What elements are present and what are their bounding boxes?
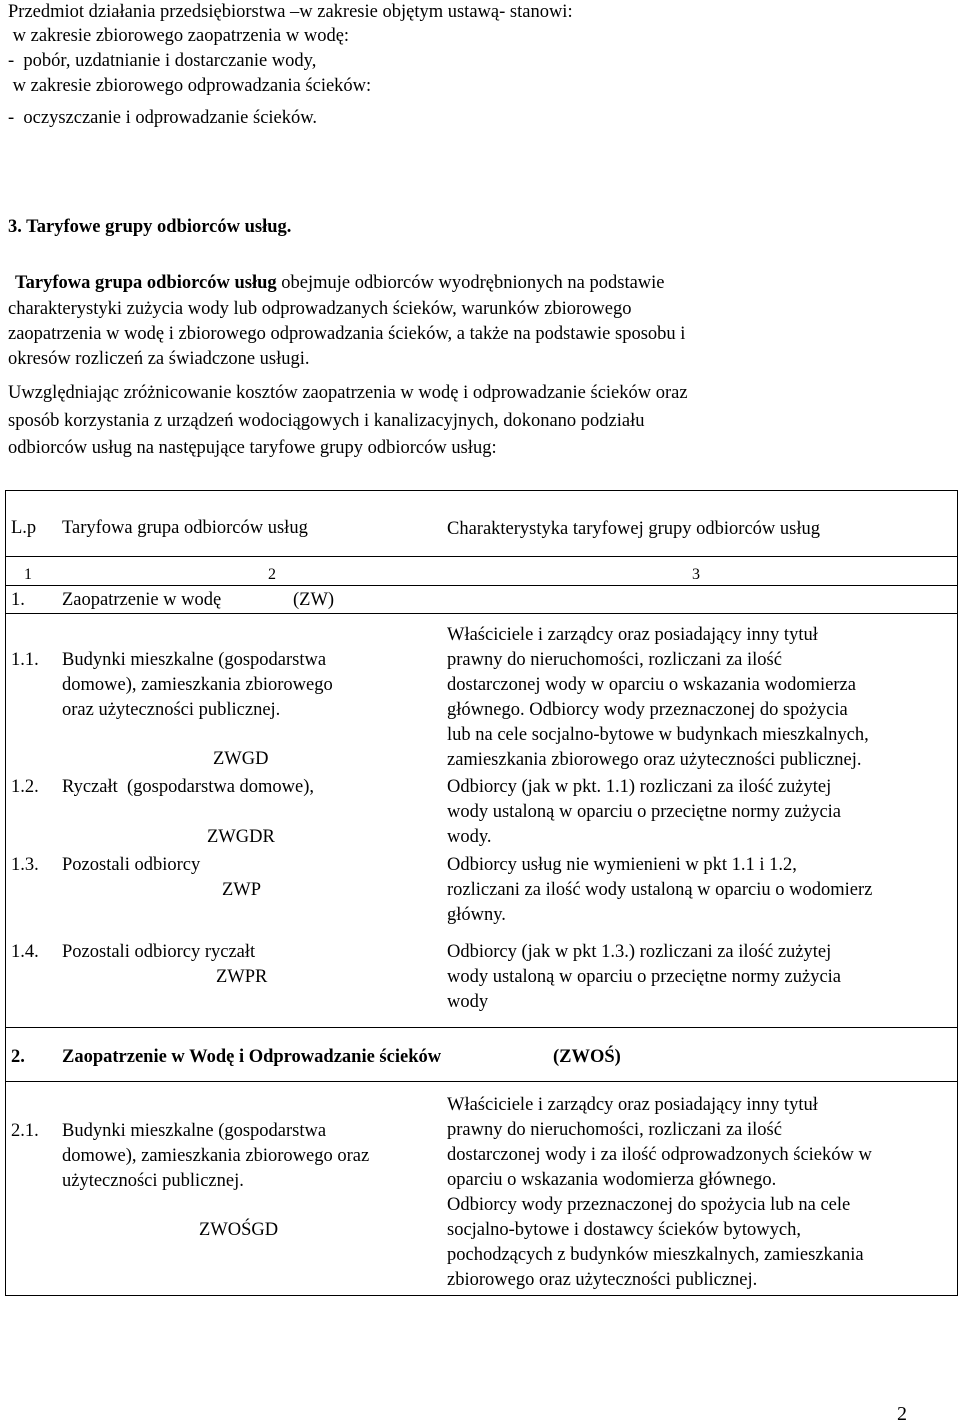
row-1-3-desc-line: główny.: [447, 905, 506, 925]
table-border-top: [5, 490, 958, 491]
row-2-1-desc-line: dostarczonej wody i za ilość odprowadzonych ścieków w: [447, 1145, 872, 1165]
row-1-2-group: Ryczałt (gospodarstwa domowe),: [62, 777, 315, 797]
row-2-1-desc-line: Odbiorcy wody przeznaczonej do spożycia lub na cele: [447, 1195, 851, 1215]
row-1-3-lp: 1.3.: [11, 855, 39, 875]
row-1-1-group-line: oraz użyteczności publicznej.: [62, 700, 281, 720]
row-1-4-lp: 1.4.: [11, 942, 39, 962]
paragraph-1-line-1: [15, 271, 665, 296]
col-number-3: 3: [692, 566, 700, 583]
row-1-1-group-line: domowe), zamieszkania zbiorowego: [62, 675, 333, 695]
paragraph-2-line-1: Uwzględniając zróżnicowanie kosztów zaopatrzenia w wodę i odprowadzanie ścieków oraz: [8, 383, 688, 403]
row-1-4-description: [447, 940, 841, 1015]
row-1-3-desc-line: rozliczani za ilość wody ustaloną w oparciu o wodomierz: [447, 880, 873, 900]
section-1-number: 1.: [11, 590, 25, 610]
section-heading: 3. Taryfowe grupy odbiorców usług.: [8, 217, 292, 237]
paragraph-1-line-1-rest: obejmuje odbiorców wyodrębnionych na podstawie: [276, 273, 665, 293]
row-2-1-code: ZWOŚGD: [199, 1220, 279, 1240]
col-numbers-separator: [5, 585, 958, 586]
row-1-4-group: Pozostali odbiorcy ryczałt: [62, 942, 256, 962]
section-2-title: Zaopatrzenie w Wodę i Odprowadzanie ścieków: [62, 1047, 442, 1067]
row-2-1-group-line: użyteczności publicznej.: [62, 1171, 244, 1191]
row-1-1-desc-line: głównego. Odbiorcy wody przeznaczonej do spożycia: [447, 700, 848, 720]
header-characteristics: Charakterystyka taryfowej grupy odbiorców usług: [447, 519, 820, 539]
section-2-code: (ZWOŚ): [553, 1047, 621, 1067]
intro-line-4: w zakresie zbiorowego odprowadzania ścieków:: [8, 76, 372, 96]
row-1-1-group-line: Budynki mieszkalne (gospodarstwa: [62, 650, 327, 670]
header-lp: L.p: [11, 518, 37, 538]
row-1-1-code: ZWGD: [213, 749, 269, 769]
section-2-number: 2.: [11, 1047, 25, 1067]
row-1-1-desc-line: lub na cele socjalno-bytowe w budynkach mieszkalnych,: [447, 725, 869, 745]
intro-line-5: - oczyszczanie i odprowadzanie ścieków.: [8, 108, 318, 128]
table-border-left: [5, 490, 6, 1296]
intro-line-3: - pobór, uzdatnianie i dostarczanie wody,: [8, 51, 317, 71]
row-1-4-desc-line: wody: [447, 992, 489, 1012]
paragraph-2-line-2: sposób korzystania z urządzeń wodociągowych i kanalizacyjnych, dokonano podziału: [8, 411, 645, 431]
row-2-1-desc-line: Właściciele i zarządcy oraz posiadający inny tytuł: [447, 1095, 818, 1115]
row-2-1-desc-line: prawny do nieruchomości, rozliczani za ilość: [447, 1120, 782, 1140]
row-1-3-desc-line: Odbiorcy usług nie wymienieni w pkt 1.1 i 1.2,: [447, 855, 797, 875]
row-1-1-desc-line: prawny do nieruchomości, rozliczani za ilość: [447, 650, 782, 670]
row-1-1-description: [447, 623, 869, 773]
paragraph-1-line-2: charakterystyki zużycia wody lub odprowadzanych ścieków, warunków zbiorowego: [8, 299, 632, 319]
paragraph-2-line-3: odbiorców usług na następujące taryfowe grupy odbiorców usług:: [8, 438, 497, 458]
paragraph-1-line-4: okresów rozliczeń za świadczone usługi.: [8, 349, 310, 369]
table-border-bottom: [5, 1295, 958, 1296]
row-1-2-desc-line: wody ustaloną w oparciu o przeciętne normy zużycia: [447, 802, 842, 822]
section-2-separator: [5, 1081, 958, 1082]
intro-line-2: w zakresie zbiorowego zaopatrzenia w wodę:: [8, 26, 350, 46]
row-2-1-group-line: domowe), zamieszkania zbiorowego oraz: [62, 1146, 370, 1166]
row-1-3-description: [447, 853, 872, 928]
row-1-1-desc-line: Właściciele i zarządcy oraz posiadający inny tytuł: [447, 625, 818, 645]
row-2-1-desc-line: zbiorowego oraz użyteczności publicznej.: [447, 1270, 758, 1290]
row-1-2-code: ZWGDR: [207, 827, 275, 847]
row-1-3-group: Pozostali odbiorcy: [62, 855, 201, 875]
section-1-code: (ZW): [293, 590, 335, 610]
col-number-2: 2: [268, 566, 276, 583]
row-1-1-desc-line: zamieszkania zbiorowego oraz użyteczności publicznej.: [447, 750, 862, 770]
row-1-1-group: [62, 648, 333, 723]
row-2-1-desc-line: socjalno-bytowe i dostawcy ścieków bytowych,: [447, 1220, 801, 1240]
row-2-1-desc-line: pochodzących z budynków mieszkalnych, zamieszkania: [447, 1245, 864, 1265]
table-border-right: [957, 490, 958, 1296]
section-1-title: Zaopatrzenie w wodę: [62, 590, 222, 610]
row-2-1-description: [447, 1093, 872, 1293]
row-1-2-description: [447, 775, 841, 850]
term-bold: Taryfowa grupa odbiorców usług: [15, 273, 277, 293]
row-1-4-desc-line: Odbiorcy (jak w pkt 1.3.) rozliczani za ilość zużytej: [447, 942, 832, 962]
row-1-3-code: ZWP: [222, 880, 262, 900]
row-1-2-lp: 1.2.: [11, 777, 39, 797]
row-2-1-lp: 2.1.: [11, 1121, 39, 1141]
row-1-4-desc-line: wody ustaloną w oparciu o przeciętne normy zużycia: [447, 967, 842, 987]
header-group: Taryfowa grupa odbiorców usług: [62, 518, 308, 538]
row-1-2-desc-line: Odbiorcy (jak w pkt. 1.1) rozliczani za ilość zużytej: [447, 777, 832, 797]
header-separator: [5, 556, 958, 557]
paragraph-1-line-3: zaopatrzenia w wodę i zbiorowego odprowadzania ścieków, a także na podstawie sposobu i: [8, 324, 686, 344]
row-1-1-desc-line: dostarczonej wody w oparciu o wskazania wodomierza: [447, 675, 856, 695]
row-1-1-lp: 1.1.: [11, 650, 39, 670]
row-2-1-desc-line: oparciu o wskazania wodomierza głównego.: [447, 1170, 777, 1190]
page-number: 2: [897, 1403, 907, 1425]
row-1-2-desc-line: wody.: [447, 827, 492, 847]
intro-line-1: Przedmiot działania przedsiębiorstwa –w zakresie objętym ustawą- stanowi:: [8, 2, 573, 22]
col-number-1: 1: [24, 566, 32, 583]
row-2-1-group-line: Budynki mieszkalne (gospodarstwa: [62, 1121, 327, 1141]
row-2-1-group: [62, 1119, 369, 1194]
row-1-4-code: ZWPR: [216, 967, 268, 987]
section-1-separator: [5, 613, 958, 614]
section-1-bottom-separator: [5, 1027, 958, 1028]
